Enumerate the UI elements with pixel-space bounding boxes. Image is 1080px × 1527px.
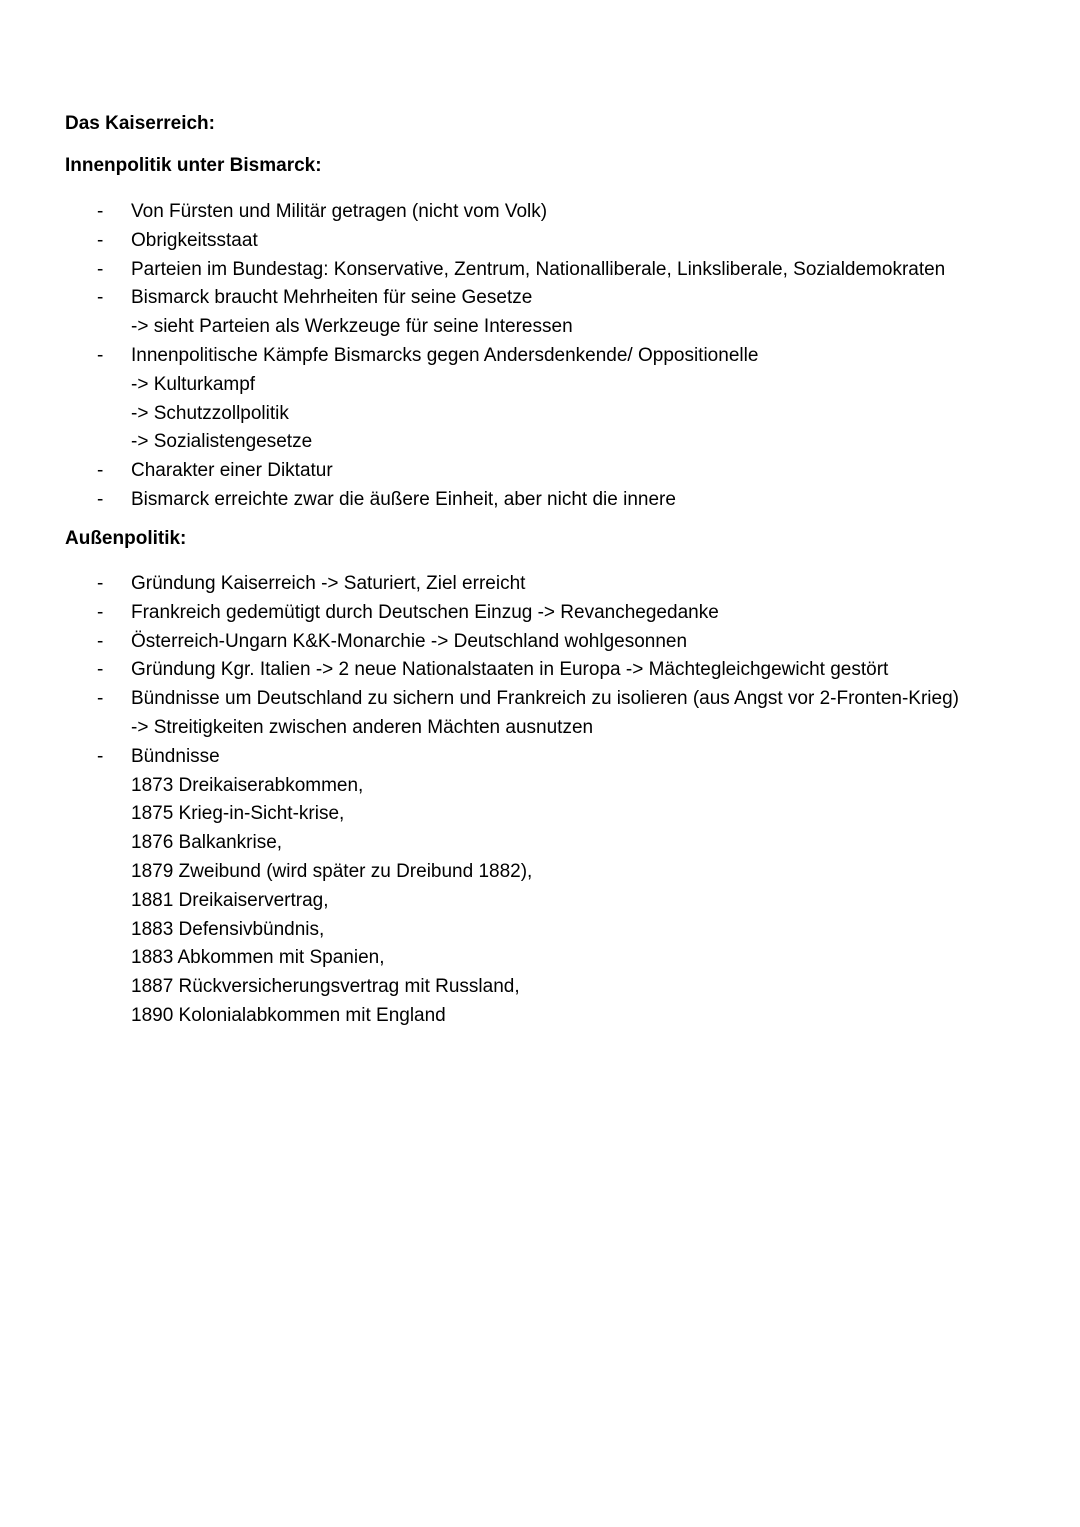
document-title: Das Kaiserreich: xyxy=(65,113,215,134)
list-item-text: 1873 Dreikaiserabkommen, xyxy=(131,774,364,796)
list-item-text: 1887 Rückversicherungsvertrag mit Russland, xyxy=(131,976,520,998)
list-item-text: Gründung Kgr. Italien -> 2 neue Nationalstaaten in Europa -> Mächtegleichgewicht gestört xyxy=(131,659,889,681)
list-item xyxy=(0,743,1080,772)
list-item-text: Charakter einer Diktatur xyxy=(131,460,333,482)
section-heading-aussenpolitik: Außenpolitik: xyxy=(65,528,187,549)
list-item-text: 1876 Balkankrise, xyxy=(131,832,283,854)
list-item xyxy=(0,371,1080,400)
list-item-text: -> Sozialistengesetze xyxy=(131,431,313,453)
list-item xyxy=(0,714,1080,743)
list-item xyxy=(0,227,1080,256)
list-item-text: Bismarck erreichte zwar die äußere Einheit, aber nicht die innere xyxy=(131,488,676,510)
list-item-text: Frankreich gedemütigt durch Deutschen Einzug -> Revanchegedanke xyxy=(131,601,719,623)
list-item xyxy=(0,313,1080,342)
list-item xyxy=(0,829,1080,858)
list-item-text: Bündnisse xyxy=(131,745,220,767)
bullet-dash: - xyxy=(97,201,104,222)
bullet-dash: - xyxy=(97,258,104,280)
list-item-text: 1890 Kolonialabkommen mit England xyxy=(131,1004,446,1026)
list-item-text: Bündnisse um Deutschland zu sichern und Frankreich zu isolieren (aus Angst vor 2-Fronten-Krieg) xyxy=(131,688,959,710)
list-item-text: -> sieht Parteien als Werkzeuge für seine Interessen xyxy=(131,316,573,338)
list-item xyxy=(0,656,1080,685)
list-item-text: Innenpolitische Kämpfe Bismarcks gegen Andersdenkende/ Oppositionelle xyxy=(131,344,759,366)
list-item xyxy=(0,342,1080,371)
bullet-dash: - xyxy=(97,344,104,366)
list-item xyxy=(0,486,1080,515)
list-item xyxy=(0,772,1080,801)
list-item xyxy=(0,1002,1080,1031)
list-item-text: Parteien im Bundestag: Konservative, Zentrum, Nationalliberale, Linksliberale, Sozialdemokraten xyxy=(131,258,946,280)
list-item-text: Österreich-Ungarn K&K-Monarchie -> Deutschland wohlgesonnen xyxy=(131,630,688,652)
list-item-text: Gründung Kaiserreich -> Saturiert, Ziel erreicht xyxy=(131,573,526,594)
list-item-text: 1883 Defensivbündnis, xyxy=(131,918,325,940)
list-item-text: Obrigkeitsstaat xyxy=(131,229,258,251)
list-item-text: -> Streitigkeiten zwischen anderen Mächten ausnutzen xyxy=(131,716,594,738)
list-item xyxy=(0,973,1080,1002)
bullet-dash: - xyxy=(97,287,104,309)
list-item-text: -> Kulturkampf xyxy=(131,373,256,395)
innenpolitik-list xyxy=(0,198,1080,515)
bullet-dash: - xyxy=(97,573,104,594)
list-item xyxy=(0,858,1080,887)
bullet-dash: - xyxy=(97,229,104,251)
list-item-text: 1881 Dreikaiservertrag, xyxy=(131,889,329,911)
bullet-dash: - xyxy=(97,460,104,482)
aussenpolitik-list xyxy=(0,570,1080,1031)
bullet-dash: - xyxy=(97,659,104,681)
list-item xyxy=(0,599,1080,628)
list-item xyxy=(0,887,1080,916)
list-item xyxy=(0,400,1080,429)
list-item xyxy=(0,628,1080,657)
bullet-dash: - xyxy=(97,745,104,767)
list-item-text: -> Schutzzollpolitik xyxy=(131,402,289,424)
list-item-text: 1883 Abkommen mit Spanien, xyxy=(131,947,385,969)
bullet-dash: - xyxy=(97,601,104,623)
list-item xyxy=(0,685,1080,714)
list-item-text: 1879 Zweibund (wird später zu Dreibund 1882), xyxy=(131,860,533,882)
bullet-dash: - xyxy=(97,488,104,510)
list-item xyxy=(0,916,1080,945)
list-item xyxy=(0,457,1080,486)
bullet-dash: - xyxy=(97,630,104,652)
list-item xyxy=(0,800,1080,829)
list-item xyxy=(0,198,1080,227)
section-heading-innenpolitik: Innenpolitik unter Bismarck: xyxy=(65,155,322,176)
list-item-text: Von Fürsten und Militär getragen (nicht vom Volk) xyxy=(131,201,548,222)
list-item xyxy=(0,944,1080,973)
list-item xyxy=(0,570,1080,599)
bullet-dash: - xyxy=(97,688,104,710)
list-item xyxy=(0,428,1080,457)
list-item-text: Bismarck braucht Mehrheiten für seine Gesetze xyxy=(131,287,533,309)
list-item-text: 1875 Krieg-in-Sicht-krise, xyxy=(131,803,345,825)
list-item xyxy=(0,256,1080,285)
list-item xyxy=(0,284,1080,313)
